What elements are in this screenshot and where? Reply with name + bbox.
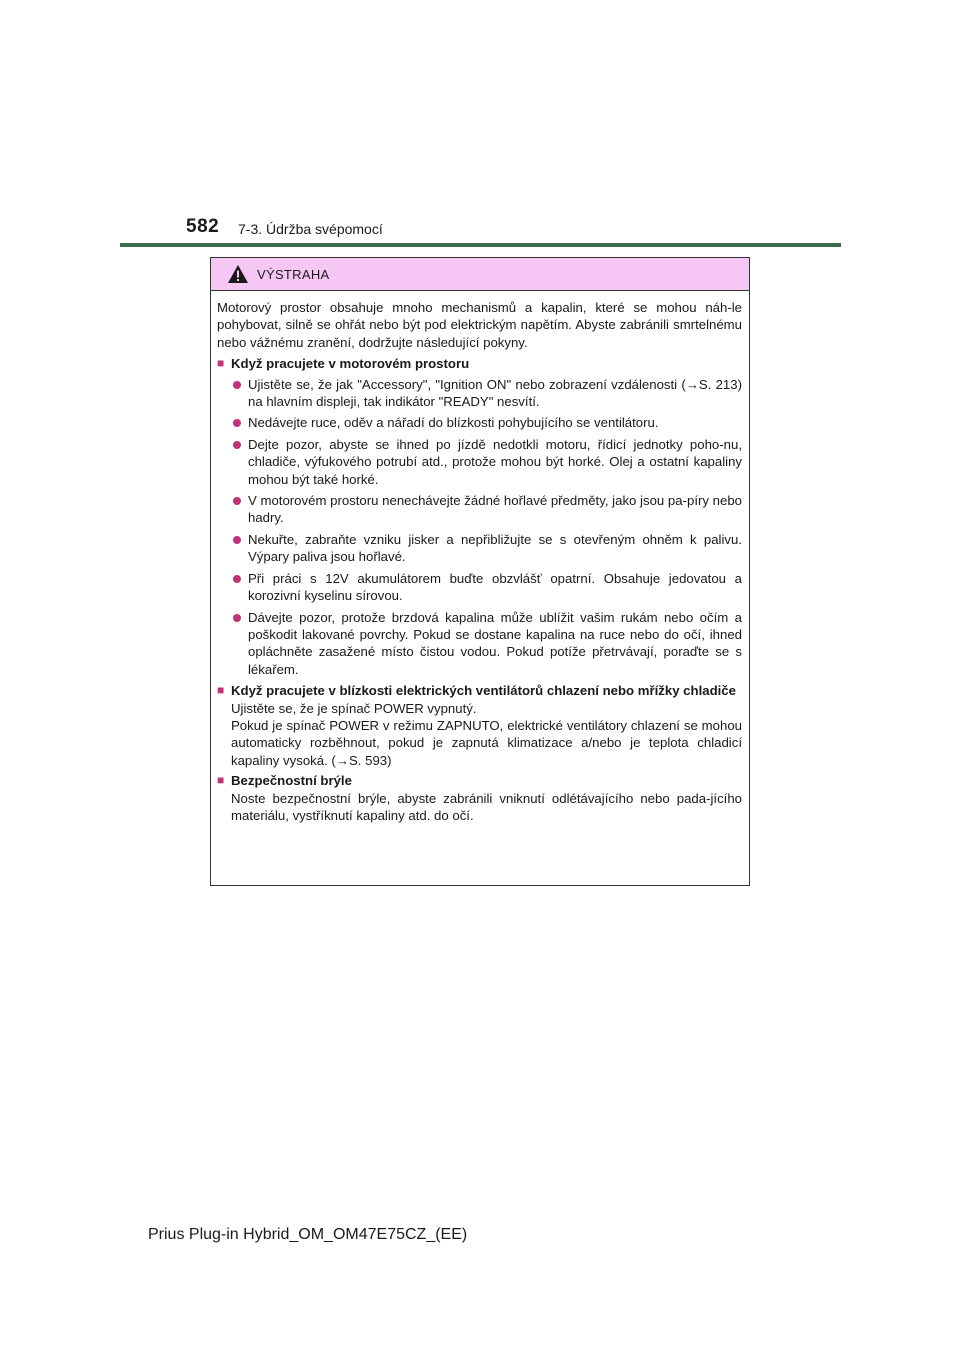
section-heading: Když pracujete v motorovém prostoru <box>231 356 470 372</box>
list-item: Dejte pozor, abyste se ihned po jízdě nedotkli motoru, řídicí jednotky poho-nu, chladiče, výfukového potrubí atd., protože mohou být horké. Olej a ostatní kapaliny mohou být také horké. <box>231 436 742 488</box>
warning-body <box>211 291 749 824</box>
warning-box <box>210 257 750 886</box>
section-engine-compartment <box>217 355 742 678</box>
list-item: Nekuřte, zabraňte vzniku jisker a nepřibližujte se s otevřeným ohněm k palivu. Výpary paliva jsou hořlavé. <box>231 531 742 566</box>
square-bullet-icon: ■ <box>217 773 225 788</box>
section-heading: Když pracujete v blízkosti elektrických ventilátorů chlazení nebo mřížky chladiče <box>231 683 736 699</box>
warning-intro: Motorový prostor obsahuje mnoho mechanismů a kapalin, které se mohou náh-le pohybovat, silně se ohřát nebo být pod elektrickým napětím. Abyste zabránili smrtelnému nebo vážnému zranění, dodržujte následující pokyny. <box>217 300 742 350</box>
list-item: Dávejte pozor, protože brzdová kapalina může ublížit vašim rukám nebo očím a poškodit lakované povrchy. Pokud se dostane kapalina na ruce nebo do očí, ihned opláchněte zasažené místo čistou vodou. Pokud potíže přetrvávají, poraďte se s lékařem. <box>231 609 742 679</box>
bullet-dot-icon <box>233 441 241 449</box>
list-item: V motorovém prostoru nenechávejte žádné hořlavé předměty, jako jsou pa-píry nebo hadry. <box>231 492 742 527</box>
bullet-dot-icon <box>233 575 241 583</box>
list-item: Při práci s 12V akumulátorem buďte obzvlášť opatrní. Obsahuje jedovatou a korozivní kyselinu sírovou. <box>231 570 742 605</box>
bullet-dot-icon <box>233 614 241 622</box>
square-bullet-icon: ■ <box>217 683 225 698</box>
section-cooling-fans <box>217 682 742 769</box>
section-safety-glasses <box>217 772 742 824</box>
section-text: Pokud je spínač POWER v režimu ZAPNUTO, elektrické ventilátory chlazení se mohou automaticky rozběhnout, pokud je zapnutá klimatizace a/nebo je teplota chladicí kapaliny vysoká. (→S. 593) <box>231 717 742 768</box>
bullet-dot-icon <box>233 419 241 427</box>
list-item: Nedávejte ruce, oděv a nářadí do blízkosti pohybujícího se ventilátoru. <box>231 414 742 431</box>
warning-title: VÝSTRAHA <box>257 266 330 282</box>
bullet-dot-icon <box>233 497 241 505</box>
section-text: Noste bezpečnostní brýle, abyste zabránili vniknutí odlétávajícího nebo pada-jícího materiálu, vystříknutí kapaliny atd. do očí. <box>231 790 742 823</box>
page-number: 582 <box>186 216 220 237</box>
section-text: Ujistěte se, že je spínač POWER vypnutý. <box>231 700 477 716</box>
section-title: 7-3. Údržba svépomocí <box>238 221 383 237</box>
document-footer: Prius Plug-in Hybrid_OM_OM47E75CZ_(EE) <box>148 1226 468 1243</box>
warning-triangle-icon <box>227 264 249 284</box>
header-divider <box>120 243 841 247</box>
square-bullet-icon: ■ <box>217 356 225 371</box>
bullet-dot-icon <box>233 381 241 389</box>
bullet-dot-icon <box>233 536 241 544</box>
list-item: Ujistěte se, že jak "Accessory", "Ignition ON" nebo zobrazení vzdálenosti (→S. 213) na hlavním displeji, tak indikátor "READY" nesvítí. <box>231 376 742 411</box>
warning-header <box>211 258 749 291</box>
section-heading: Bezpečnostní brýle <box>231 773 352 789</box>
